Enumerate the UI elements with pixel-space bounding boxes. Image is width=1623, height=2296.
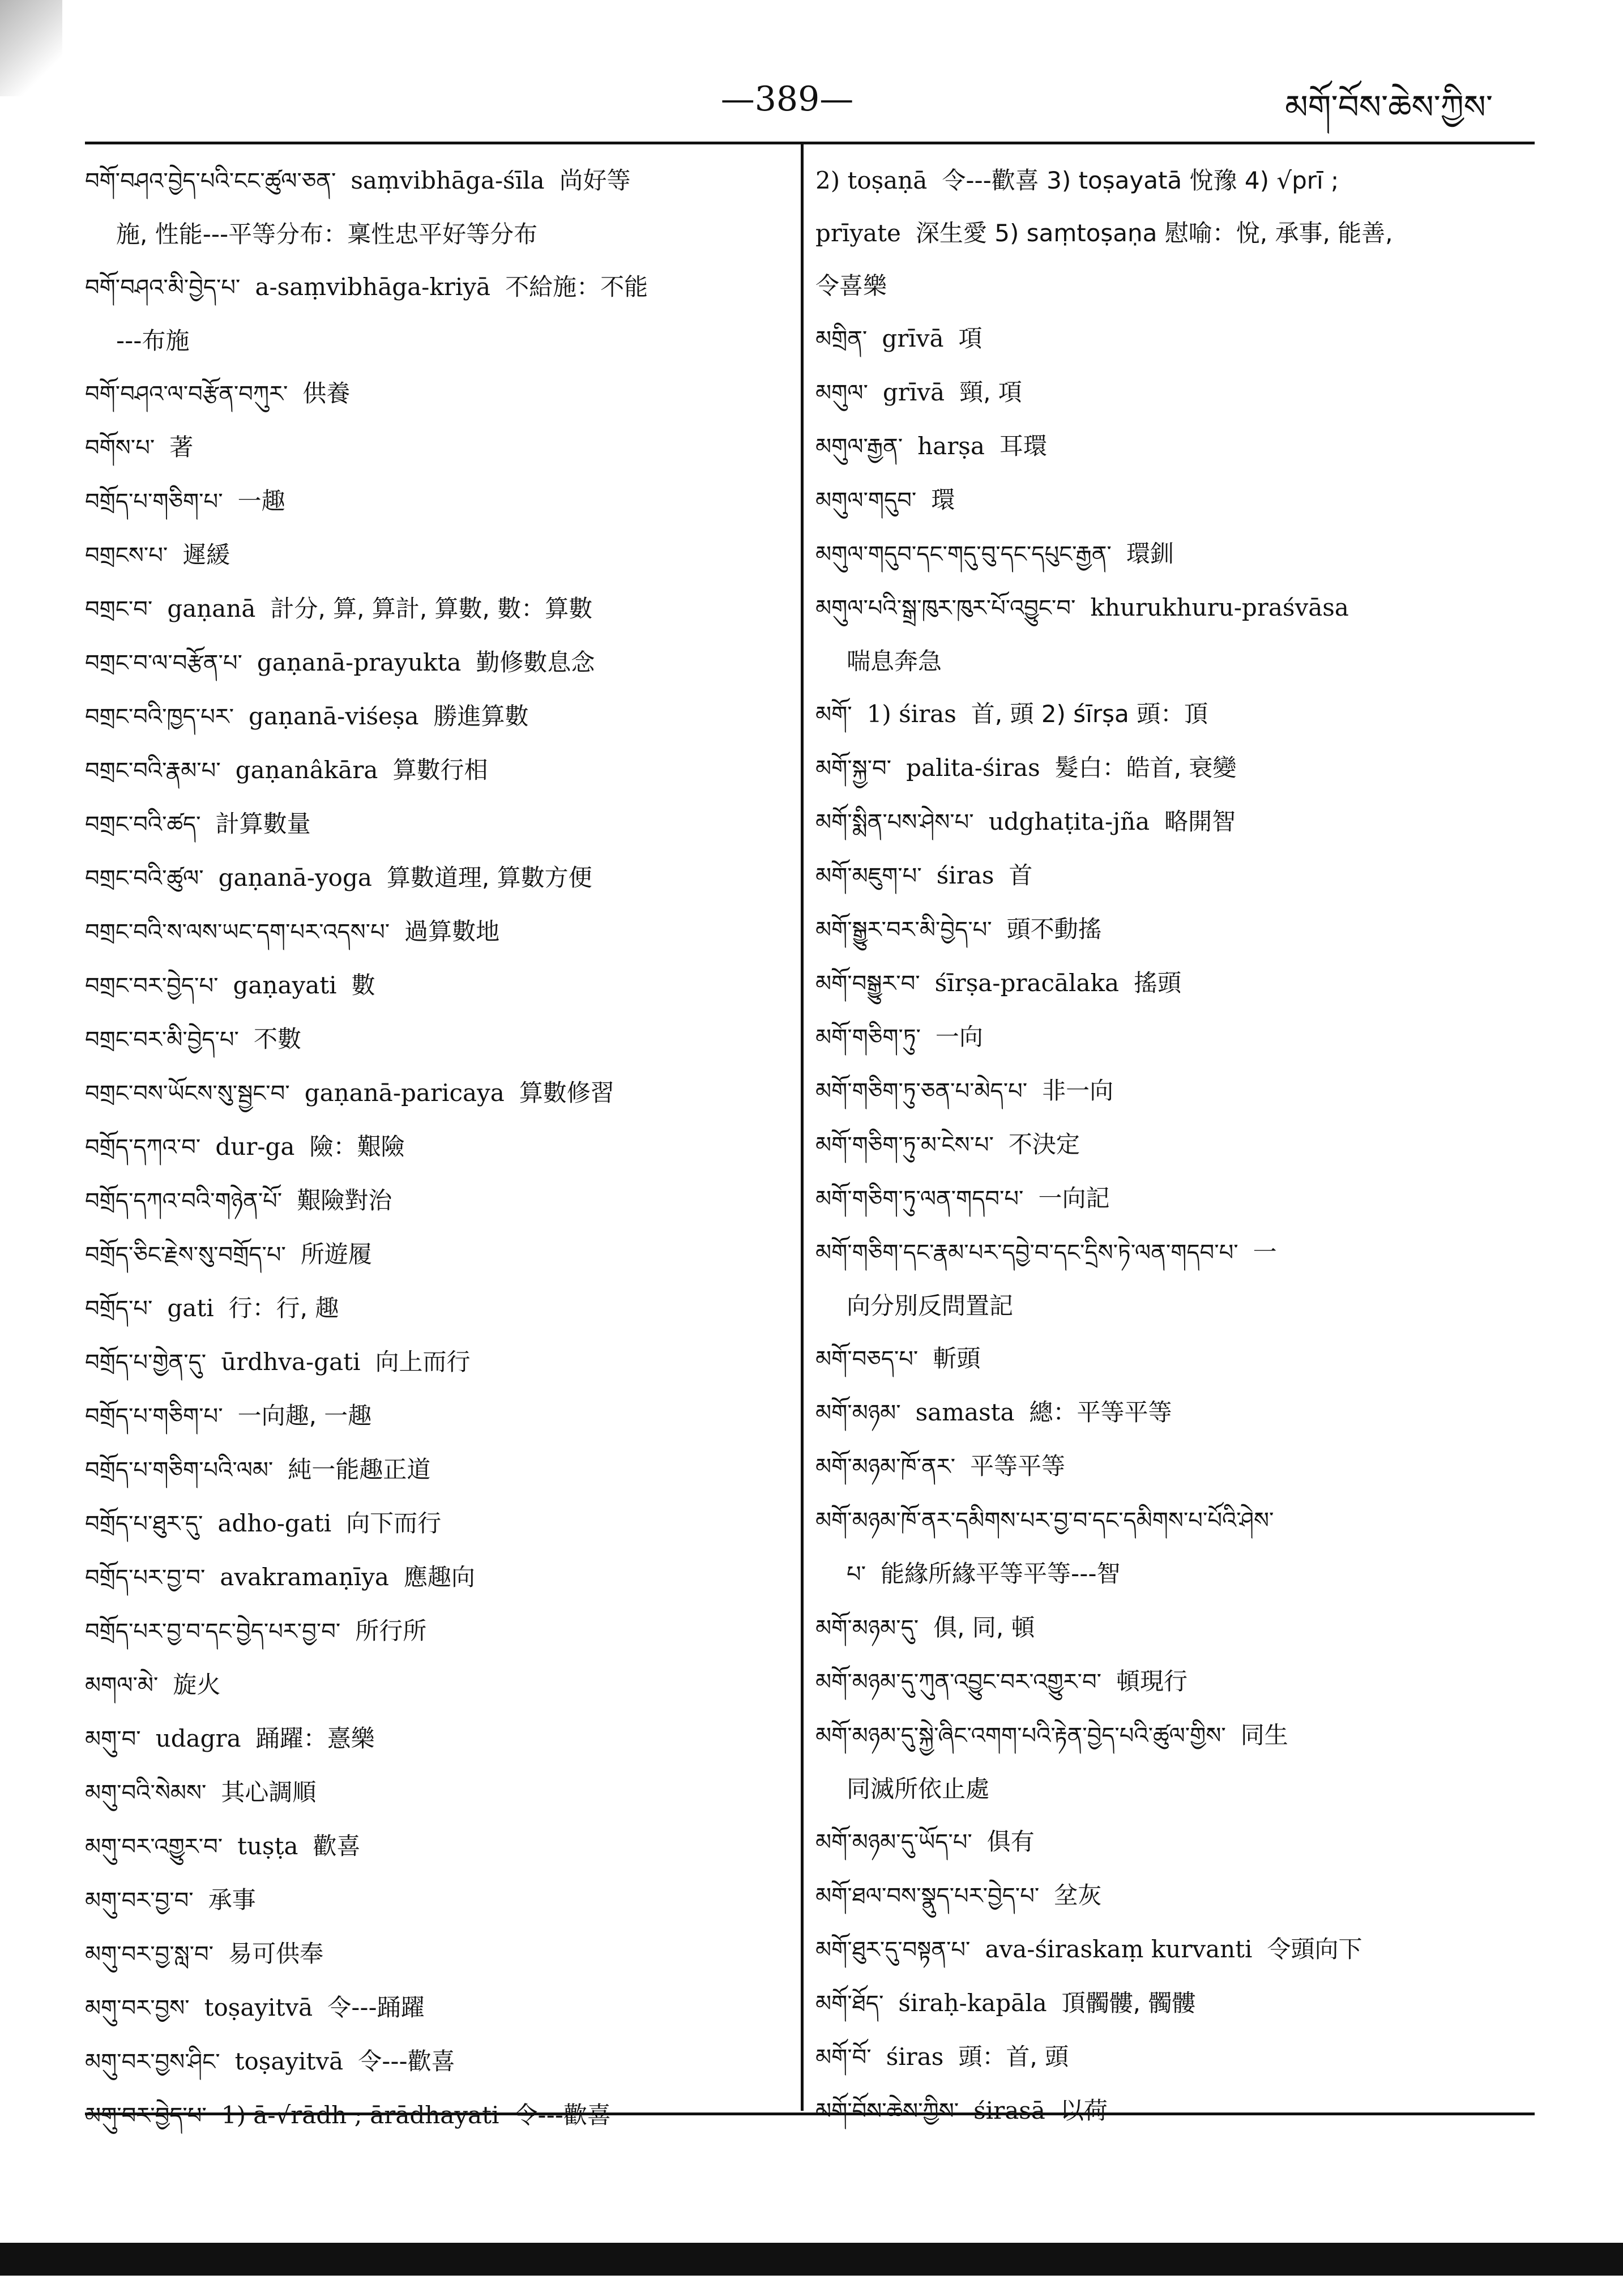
sanskrit-equivalent: śirasā xyxy=(973,2097,1045,2124)
sanskrit-equivalent: udagra xyxy=(155,1725,241,1752)
tibetan-headword: མགོ་བཅད་པ་ xyxy=(815,1346,919,1372)
sanskrit-equivalent: avakramaṇīya xyxy=(220,1563,389,1591)
tibetan-headword: བགྲོད་པ་གཅིག་པ་ xyxy=(85,1403,223,1429)
chinese-gloss: 頸, 項 xyxy=(959,378,1022,406)
dictionary-entry xyxy=(815,473,1537,527)
chinese-gloss: 過算數地 xyxy=(404,917,500,945)
sanskrit-equivalent: adho-gati xyxy=(217,1509,332,1537)
dictionary-entry xyxy=(815,1815,1537,1869)
entry-continuation xyxy=(815,207,1537,259)
chinese-gloss: 向上而行 xyxy=(375,1348,471,1376)
chinese-gloss: 項 xyxy=(958,325,983,352)
entry-continuation xyxy=(815,1279,1537,1332)
tibetan-headword: མགུལ་གདུབ་ xyxy=(815,488,917,514)
chinese-gloss: 環釧 xyxy=(1126,540,1174,567)
tibetan-headword: མགལ་མེ་ xyxy=(85,1672,159,1698)
entry-continuation xyxy=(815,1762,1537,1815)
sanskrit-equivalent: samasta xyxy=(915,1398,1015,1426)
chinese-gloss: 俱有 xyxy=(986,1828,1035,1855)
dictionary-entry xyxy=(85,797,787,851)
top-rule xyxy=(85,142,1535,144)
dictionary-entry xyxy=(85,1927,787,1981)
tibetan-headword: མགུ་བར་བྱ་སླ་བ་ xyxy=(85,1941,214,1968)
tibetan-headword: མགོ་མཉམ་ཁོ་ནར་དམིགས་པར་བྱ་བ་དང་དམིགས་པ་པོའི་ཤེས་ xyxy=(815,1508,1274,1534)
chinese-gloss: 一向趣, 一趣 xyxy=(237,1402,372,1429)
chinese-gloss: 以荷 xyxy=(1060,2097,1108,2124)
sanskrit-equivalent: saṃvibhāga-śīla xyxy=(351,167,545,194)
tibetan-headword: མགོ་མཉམ་ xyxy=(815,1400,901,1426)
sanskrit-equivalent: gaṇanâkāra xyxy=(235,756,378,784)
chinese-gloss: 計分, 算, 算計, 算數, 數：算數 xyxy=(270,595,593,622)
tibetan-headword: མགོ་ཐལ་བས་སྣུད་པར་བྱེད་པ་ xyxy=(815,1883,1040,1909)
dictionary-entry xyxy=(85,1066,787,1120)
chinese-gloss: 髮白：皓首, 衰變 xyxy=(1054,754,1237,782)
dictionary-entry xyxy=(815,1226,1537,1279)
chinese-gloss: 應趣向 xyxy=(403,1563,475,1591)
dictionary-entry xyxy=(85,1873,787,1927)
tibetan-headword: མགོ་མཉམ་དུ་ཡོད་པ་ xyxy=(815,1829,972,1855)
dictionary-entry xyxy=(85,1228,787,1282)
left-column xyxy=(85,154,787,2143)
dictionary-entry xyxy=(815,795,1537,849)
dictionary-entry xyxy=(815,527,1537,581)
tibetan-headword: མགུ་བར་བྱས་ xyxy=(85,1995,190,2021)
dictionary-entry xyxy=(815,957,1537,1010)
dictionary-entry xyxy=(85,690,787,744)
chinese-gloss: 其心調順 xyxy=(221,1778,317,1806)
dictionary-entry xyxy=(85,1443,787,1497)
dictionary-entry xyxy=(815,1332,1537,1386)
sanskrit-equivalent: harṣa xyxy=(917,432,985,460)
dictionary-entry xyxy=(815,1493,1537,1547)
tibetan-headword: བགྲོད་པ་གྱེན་དུ་ xyxy=(85,1350,207,1376)
chinese-gloss: 不數 xyxy=(253,1025,301,1053)
dictionary-entry xyxy=(815,1386,1537,1440)
tibetan-headword: བགོ་བཤའ་མི་བྱེད་པ་ xyxy=(85,275,241,301)
chinese-gloss: 所遊履 xyxy=(300,1240,372,1268)
tibetan-headword: བགྲང་བར་བྱེད་པ་ xyxy=(85,973,219,999)
chinese-gloss: ---布施 xyxy=(116,327,190,355)
chinese-gloss: 斬頭 xyxy=(933,1345,981,1372)
tibetan-headword: མགོ་བསྒྱུར་བ་ xyxy=(815,971,920,997)
tibetan-headword: མགུ་བར་འགྱུར་བ་ xyxy=(85,1834,223,1860)
sanskrit-equivalent: toṣayitvā xyxy=(234,2047,344,2075)
tibetan-headword: མགོ་བོས་ཆེས་ཀྱིས་ xyxy=(815,2098,959,2124)
dictionary-entry xyxy=(815,1172,1537,1226)
dictionary-entry xyxy=(815,1118,1537,1172)
chinese-gloss: 不決定 xyxy=(1008,1130,1080,1158)
chinese-gloss: 同滅所依止處 xyxy=(847,1775,990,1803)
tibetan-headword: བགོ་བཤའ་ལ་བརྩོན་བཀུར་ xyxy=(85,381,288,407)
chinese-gloss: 深生愛 5) saṃtoṣaṇa 慰喻：悅, 承事, 能善, xyxy=(915,219,1393,247)
tibetan-headword: མགུ་བར་བྱས་ཤིང་ xyxy=(85,2049,220,2075)
dictionary-entry xyxy=(85,636,787,690)
tibetan-headword: མགོ་མཇུག་པ་ xyxy=(815,863,922,889)
chinese-gloss: 首, 頭 2) śīrṣa 頭：頂 xyxy=(971,700,1208,728)
dictionary-entry xyxy=(85,2035,787,2089)
tibetan-headword: བགྲོད་པར་བྱ་བ་ xyxy=(85,1565,206,1591)
tibetan-headword: མགུལ་ xyxy=(815,380,868,406)
scan-corner-mark xyxy=(0,0,62,96)
chinese-gloss: 環 xyxy=(931,486,955,514)
tibetan-headword: མགྲིན་ xyxy=(815,326,868,352)
chinese-gloss: 著 xyxy=(169,433,194,461)
chinese-gloss: 向分別反問置記 xyxy=(847,1292,1014,1320)
tibetan-headword: བགྲང་བའི་ཁྱད་པར་ xyxy=(85,704,234,730)
entry-continuation xyxy=(815,1547,1537,1601)
entry-continuation xyxy=(85,208,787,261)
chinese-gloss: 向下而行 xyxy=(346,1509,442,1537)
tibetan-headword: བགྲང་བའི་ཚུལ་ xyxy=(85,865,204,891)
tibetan-headword: མགོ་ཐོད་ xyxy=(815,1991,884,2017)
dictionary-entry xyxy=(815,1655,1537,1709)
tibetan-headword: བགྲང་བར་མི་བྱེད་པ་ xyxy=(85,1027,239,1053)
chinese-gloss: 耳環 xyxy=(999,432,1047,460)
sanskrit-equivalent: gaṇanā xyxy=(167,595,256,622)
chinese-gloss: 頭不動搖 xyxy=(1006,915,1102,943)
chinese-gloss: 總：平等平等 xyxy=(1029,1398,1172,1426)
tibetan-headword: མགོ་ xyxy=(815,702,852,728)
chinese-gloss: 能緣所緣平等平等---智 xyxy=(881,1560,1121,1587)
tibetan-headword: མགོ་གཅིག་ཏུ་ xyxy=(815,1025,921,1051)
sanskrit-equivalent: śiras xyxy=(886,2043,944,2071)
tibetan-headword: བགྲངས་པ་ xyxy=(85,543,168,569)
chinese-gloss: 同生 xyxy=(1240,1721,1288,1749)
tibetan-headword: བགྲང་བའི་ཚད་ xyxy=(85,812,201,838)
chinese-gloss: 令---踊躍 xyxy=(327,1994,425,2021)
chinese-gloss: 頓現行 xyxy=(1116,1667,1188,1695)
dictionary-entry xyxy=(815,1064,1537,1118)
tibetan-headword: བགྲང་བས་ཡོངས་སུ་སྦྱང་བ་ xyxy=(85,1081,290,1107)
dictionary-entry xyxy=(85,421,787,475)
dictionary-entry xyxy=(85,154,787,208)
dictionary-entry xyxy=(815,366,1537,420)
chinese-gloss: 非一向 xyxy=(1042,1077,1114,1104)
chinese-gloss: 一向 xyxy=(935,1023,983,1051)
chinese-gloss: 踊躍：憙樂 xyxy=(255,1725,375,1752)
tibetan-headword: བགྲོད་དཀའ་བ་ xyxy=(85,1134,201,1160)
sanskrit-equivalent: dur-ga xyxy=(215,1133,295,1160)
dictionary-entry xyxy=(815,312,1537,366)
chinese-gloss: 令---歡喜 xyxy=(514,2101,611,2129)
chinese-gloss: 歡喜 xyxy=(313,1832,361,1860)
chinese-gloss: 令頭向下 xyxy=(1267,1935,1363,1963)
dictionary-entry xyxy=(815,1709,1537,1762)
tibetan-headword: མགོ་གཅིག་ཏུ་ཅན་པ་མེད་པ་ xyxy=(815,1078,1028,1104)
dictionary-entry xyxy=(815,420,1537,473)
chinese-gloss: 不給施：不能 xyxy=(505,273,648,301)
sanskrit-equivalent: śīrṣa-pracālaka xyxy=(934,969,1120,997)
tibetan-headword: བགྲང་བའི་རྣམ་པ་ xyxy=(85,758,221,784)
dictionary-entry xyxy=(815,1440,1537,1493)
tibetan-headword: མགུལ་རྒྱན་ xyxy=(815,434,903,460)
dictionary-entry xyxy=(815,903,1537,957)
sanskrit-equivalent: khurukhuru-praśvāsa xyxy=(1090,594,1349,621)
dictionary-entry xyxy=(85,1551,787,1604)
chinese-gloss: 承事 xyxy=(208,1886,256,1914)
sanskrit-equivalent: 1) ā-√rādh ; ārādhayati xyxy=(221,2101,499,2129)
chinese-gloss: 一趣 xyxy=(237,487,285,515)
tibetan-headword: བགྲོད་ཅིང་རྗེས་སུ་བགྲོད་པ་ xyxy=(85,1242,286,1268)
tibetan-headword: བགྲོད་དཀའ་བའི་གཉེན་པོ་ xyxy=(85,1188,283,1214)
dictionary-entry xyxy=(815,741,1537,795)
sanskrit-equivalent: gaṇanā-prayukta xyxy=(257,648,462,676)
sanskrit-equivalent: śiraḥ-kapāla xyxy=(898,1989,1047,2017)
chinese-gloss: 令---歡喜 3) toṣayatā 悅豫 4) √prī ; xyxy=(942,167,1339,194)
tibetan-headword: མགུ་བ་ xyxy=(85,1726,141,1752)
tibetan-headword: མགུ་བར་བྱ་བ་ xyxy=(85,1888,194,1914)
dictionary-entry xyxy=(85,1120,787,1174)
tibetan-headword: བགོ་བཤའ་བྱེད་པའི་ངང་ཚུལ་ཅན་ xyxy=(85,168,336,194)
dictionary-entry xyxy=(85,1174,787,1228)
tibetan-headword: བགྲང་བའི་ས་ལས་ཡང་དག་པར་འདས་པ་ xyxy=(85,919,390,945)
sanskrit-equivalent: grīvā xyxy=(882,325,944,352)
chinese-gloss: 算數道理, 算數方便 xyxy=(386,864,592,891)
tibetan-headword: མགོ་ཐུར་དུ་བསྟན་པ་ xyxy=(815,1937,971,1963)
chinese-gloss: 計算數量 xyxy=(215,810,311,838)
sanskrit-equivalent: tuṣṭa xyxy=(237,1832,298,1860)
chinese-gloss: 平等平等 xyxy=(970,1452,1066,1480)
chinese-gloss: 勤修數息念 xyxy=(476,648,595,676)
tibetan-headword: མགུལ་པའི་སྒྲ་ཁུར་ཁུར་པོ་འབྱུང་བ་ xyxy=(815,595,1076,621)
dictionary-entry xyxy=(815,849,1537,903)
entry-continuation xyxy=(815,259,1537,312)
dictionary-entry xyxy=(85,1389,787,1443)
dictionary-entry xyxy=(85,1712,787,1766)
chinese-gloss: 險：艱險 xyxy=(309,1133,405,1160)
right-column xyxy=(815,154,1537,2138)
sanskrit-equivalent: 1) śiras xyxy=(866,700,956,728)
tibetan-headword: མགོ་གཅིག་དང་རྣམ་པར་དབྱེ་བ་དང་དྲིས་ཏེ་ལན་གདབ་པ་ xyxy=(815,1240,1238,1266)
sanskrit-equivalent: gaṇanā-paricaya xyxy=(304,1079,505,1107)
dictionary-entry xyxy=(85,959,787,1013)
dictionary-entry xyxy=(85,582,787,636)
entry-continuation xyxy=(85,314,787,367)
tibetan-headword: བགྲོད་པ་གཅིག་པ་ xyxy=(85,489,223,515)
chinese-gloss: 尚好等 xyxy=(559,167,631,194)
chinese-gloss: 一 xyxy=(1253,1238,1277,1266)
chinese-gloss: 艱險對治 xyxy=(297,1187,392,1214)
sanskrit-equivalent: 2) toṣaṇā xyxy=(815,167,928,194)
entry-continuation xyxy=(815,635,1537,688)
dictionary-entry xyxy=(85,1981,787,2035)
dictionary-entry xyxy=(815,1977,1537,2030)
sanskrit-equivalent: ava-śiraskaṃ kurvanti xyxy=(985,1935,1253,1963)
sanskrit-equivalent: ūrdhva-gati xyxy=(221,1348,361,1376)
scan-bottom-bar xyxy=(0,2243,1623,2276)
tibetan-headword: བགྲང་བ་ xyxy=(85,596,153,622)
tibetan-headword: བགྲོད་པར་བྱ་བ་དང་བྱེད་པར་བྱ་བ་ xyxy=(85,1619,341,1645)
chinese-gloss: 易可供奉 xyxy=(228,1940,324,1968)
running-head: མགོ་བོས་ཆེས་ཀྱིས་ xyxy=(1284,88,1493,126)
page-number: —389— xyxy=(720,79,854,119)
dictionary-entry xyxy=(815,1869,1537,1923)
tibetan-headword: མགོ་མཉམ་དུ་ཀུན་འབྱུང་བར་འགྱུར་བ་ xyxy=(815,1669,1101,1695)
chinese-gloss: 一向記 xyxy=(1038,1184,1110,1212)
tibetan-headword: མགུ་བར་བྱེད་པ་ xyxy=(85,2103,207,2129)
chinese-gloss: 喘息奔急 xyxy=(847,647,942,675)
dictionary-entry xyxy=(85,1820,787,1873)
tibetan-headword: མགོ་བོ་ xyxy=(815,2045,872,2071)
dictionary-entry xyxy=(85,1335,787,1389)
tibetan-headword: བགོས་པ་ xyxy=(85,435,155,461)
dictionary-entry xyxy=(85,1766,787,1820)
sanskrit-equivalent: udghaṭita-jña xyxy=(988,808,1150,835)
chinese-gloss: 搖頭 xyxy=(1134,969,1182,997)
tibetan-headword: མགོ་གཅིག་ཏུ་མ་ངེས་པ་ xyxy=(815,1132,994,1158)
dictionary-entry xyxy=(815,581,1537,635)
dictionary-entry xyxy=(815,2084,1537,2138)
dictionary-entry xyxy=(85,528,787,582)
chinese-gloss: 頂髑髏, 髑髏 xyxy=(1061,1989,1196,2017)
chinese-gloss: 施, 性能---平等分布：稟性忠平好等分布 xyxy=(116,220,538,248)
chinese-gloss: 所行所 xyxy=(355,1617,427,1645)
tibetan-headword: མགོ་སྨིན་པས་ཤེས་པ་ xyxy=(815,809,974,835)
chinese-gloss: 俱, 同, 頓 xyxy=(933,1614,1035,1641)
chinese-gloss: 算數修習 xyxy=(519,1079,614,1107)
sanskrit-equivalent: a-saṃvibhāga-kriyā xyxy=(255,273,491,301)
dictionary-entry xyxy=(85,1658,787,1712)
dictionary-entry xyxy=(815,1923,1537,1977)
dictionary-entry xyxy=(85,367,787,421)
tibetan-headword: མགོ་སྐྱ་བ་ xyxy=(815,756,892,782)
tibetan-headword: མགུ་བའི་སེམས་ xyxy=(85,1780,207,1806)
tibetan-headword: བགྲོད་པ་གཅིག་པའི་ལམ་ xyxy=(85,1457,274,1483)
tibetan-headword: པ་ xyxy=(847,1561,866,1587)
chinese-gloss: 略開智 xyxy=(1164,808,1236,835)
chinese-gloss: 令---歡喜 xyxy=(358,2047,455,2075)
sanskrit-equivalent: prīyate xyxy=(815,219,901,247)
sanskrit-equivalent: toṣayitvā xyxy=(204,1994,313,2021)
tibetan-headword: མགོ་སྒྱུར་བར་མི་བྱེད་པ་ xyxy=(815,917,992,943)
dictionary-entry xyxy=(815,1010,1537,1064)
dictionary-entry xyxy=(85,2089,787,2143)
chinese-gloss: 旋火 xyxy=(173,1671,221,1698)
tibetan-headword: མགུལ་གདུབ་དང་གདུ་བུ་དང་དཔུང་རྒྱན་ xyxy=(815,541,1112,567)
dictionary-entry xyxy=(85,1282,787,1335)
chinese-gloss: 供養 xyxy=(302,379,351,407)
sanskrit-equivalent: gati xyxy=(167,1294,214,1322)
chinese-gloss: 行：行, 趣 xyxy=(228,1294,339,1322)
tibetan-headword: མགོ་མཉམ་དུ་སྐྱེ་ཞིང་འགག་པའི་རྟེན་བྱེད་པའི་ཚུལ་གྱིས་ xyxy=(815,1723,1226,1749)
dictionary-entry xyxy=(85,744,787,797)
chinese-gloss: 勝進算數 xyxy=(433,702,529,730)
column-divider xyxy=(801,143,804,2111)
chinese-gloss: 坌灰 xyxy=(1054,1881,1102,1909)
dictionary-entry xyxy=(85,261,787,314)
sanskrit-equivalent: śiras xyxy=(936,861,994,889)
sanskrit-equivalent: gaṇanā-yoga xyxy=(218,864,372,891)
chinese-gloss: 數 xyxy=(351,971,375,999)
entry-continuation xyxy=(815,154,1537,207)
dictionary-entry xyxy=(85,1604,787,1658)
dictionary-entry xyxy=(85,905,787,959)
sanskrit-equivalent: palita-śiras xyxy=(906,754,1040,782)
tibetan-headword: མགོ་མཉམ་དུ་ xyxy=(815,1615,919,1641)
dictionary-entry xyxy=(815,688,1537,741)
sanskrit-equivalent: gaṇayati xyxy=(233,971,337,999)
chinese-gloss: 首 xyxy=(1009,861,1033,889)
chinese-gloss: 純一能趣正道 xyxy=(288,1456,431,1483)
tibetan-headword: མགོ་མཉམ་ཁོ་ནར་ xyxy=(815,1454,955,1480)
chinese-gloss: 令喜樂 xyxy=(815,272,887,300)
dictionary-entry xyxy=(815,1601,1537,1655)
sanskrit-equivalent: gaṇanā-viśeṣa xyxy=(249,702,419,730)
dictionary-entry xyxy=(815,2030,1537,2084)
dictionary-entry xyxy=(85,1013,787,1066)
chinese-gloss: 頭：首, 頭 xyxy=(958,2043,1069,2071)
chinese-gloss: 遲緩 xyxy=(182,541,230,569)
tibetan-headword: བགྲོད་པ་ xyxy=(85,1296,153,1322)
tibetan-headword: མགོ་གཅིག་ཏུ་ལན་གདབ་པ་ xyxy=(815,1186,1024,1212)
tibetan-headword: བགྲོད་པ་ཐུར་དུ་ xyxy=(85,1511,203,1537)
dictionary-entry xyxy=(85,475,787,528)
dictionary-entry xyxy=(85,851,787,905)
tibetan-headword: བགྲང་བ་ལ་བརྩོན་པ་ xyxy=(85,650,242,676)
sanskrit-equivalent: grīvā xyxy=(882,378,945,406)
chinese-gloss: 算數行相 xyxy=(392,756,488,784)
dictionary-entry xyxy=(85,1497,787,1551)
